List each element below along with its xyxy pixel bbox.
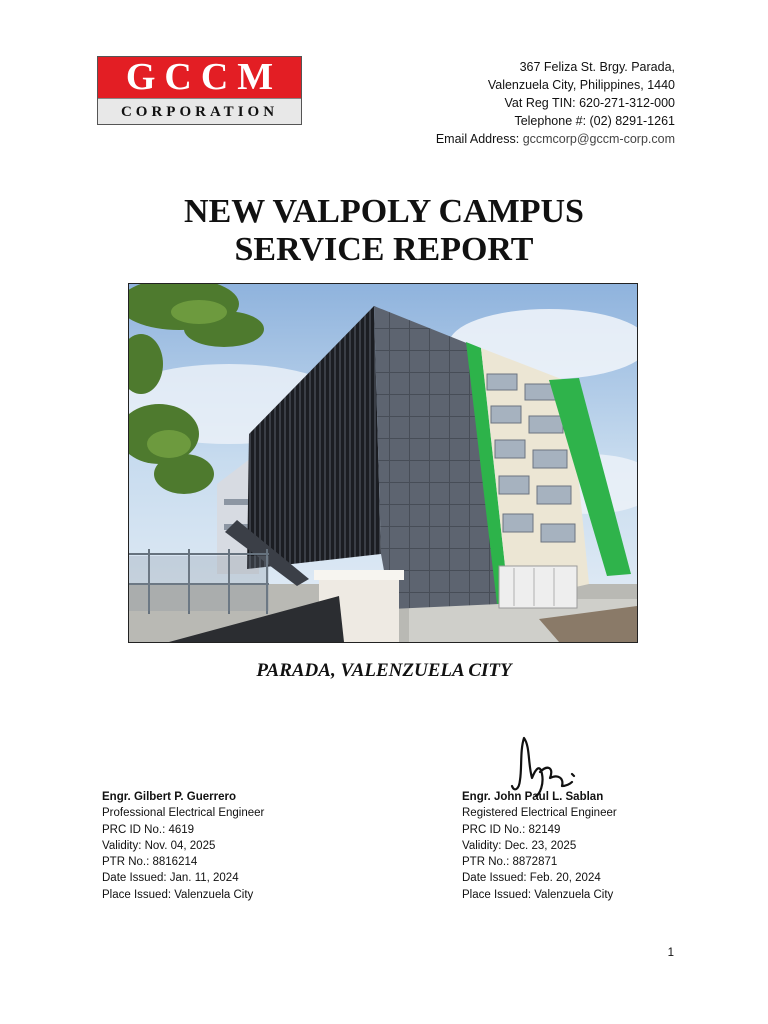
report-title-line1: NEW VALPOLY CAMPUS xyxy=(184,193,584,230)
page-number: 1 xyxy=(667,947,674,959)
signatory-prc: PRC ID No.: 4619 xyxy=(102,823,195,836)
email-link[interactable]: gccmcorp@gccm-corp.com xyxy=(522,132,675,146)
address-line-email xyxy=(315,130,675,148)
address-line-city: Valenzuela City, Philippines, 1440 xyxy=(487,78,675,92)
signatory-right xyxy=(462,789,617,903)
signatory-role: Professional Electrical Engineer xyxy=(102,807,265,820)
signatory-validity: Validity: Nov. 04, 2025 xyxy=(102,839,216,852)
signatory-ptr: PTR No.: 8872871 xyxy=(462,856,558,869)
address-line-tin: Vat Reg TIN: 620-271-312-000 xyxy=(504,96,675,110)
building-photo xyxy=(128,283,638,643)
report-title xyxy=(0,193,768,269)
logo-text-corporation: CORPORATION xyxy=(98,98,301,124)
signatory-name: Engr. Gilbert P. Guerrero xyxy=(102,791,236,803)
signatory-date-issued: Date Issued: Feb. 20, 2024 xyxy=(462,872,601,885)
email-label: Email Address: xyxy=(435,132,523,146)
address-line-telephone: Telephone #: (02) 8291-1261 xyxy=(514,114,675,128)
building-photo-illustration xyxy=(129,284,637,642)
signatory-role: Registered Electrical Engineer xyxy=(462,807,617,820)
company-logo xyxy=(97,56,302,125)
signatory-validity: Validity: Dec. 23, 2025 xyxy=(462,839,577,852)
location-subtitle: PARADA, VALENZUELA CITY xyxy=(256,660,512,681)
signatory-ptr: PTR No.: 8816214 xyxy=(102,856,198,869)
signatory-prc: PRC ID No.: 82149 xyxy=(462,823,561,836)
signatory-name: Engr. John Paul L. Sablan xyxy=(462,791,604,803)
logo-text-gccm: GCCM xyxy=(98,57,301,98)
signatory-place-issued: Place Issued: Valenzuela City xyxy=(102,888,254,901)
signatory-date-issued: Date Issued: Jan. 11, 2024 xyxy=(102,872,239,885)
company-address xyxy=(315,58,675,148)
address-line-street: 367 Feliza St. Brgy. Parada, xyxy=(519,60,675,74)
report-title-line2: SERVICE REPORT xyxy=(234,231,534,268)
signatory-place-issued: Place Issued: Valenzuela City xyxy=(462,888,614,901)
signatory-left xyxy=(102,789,264,903)
